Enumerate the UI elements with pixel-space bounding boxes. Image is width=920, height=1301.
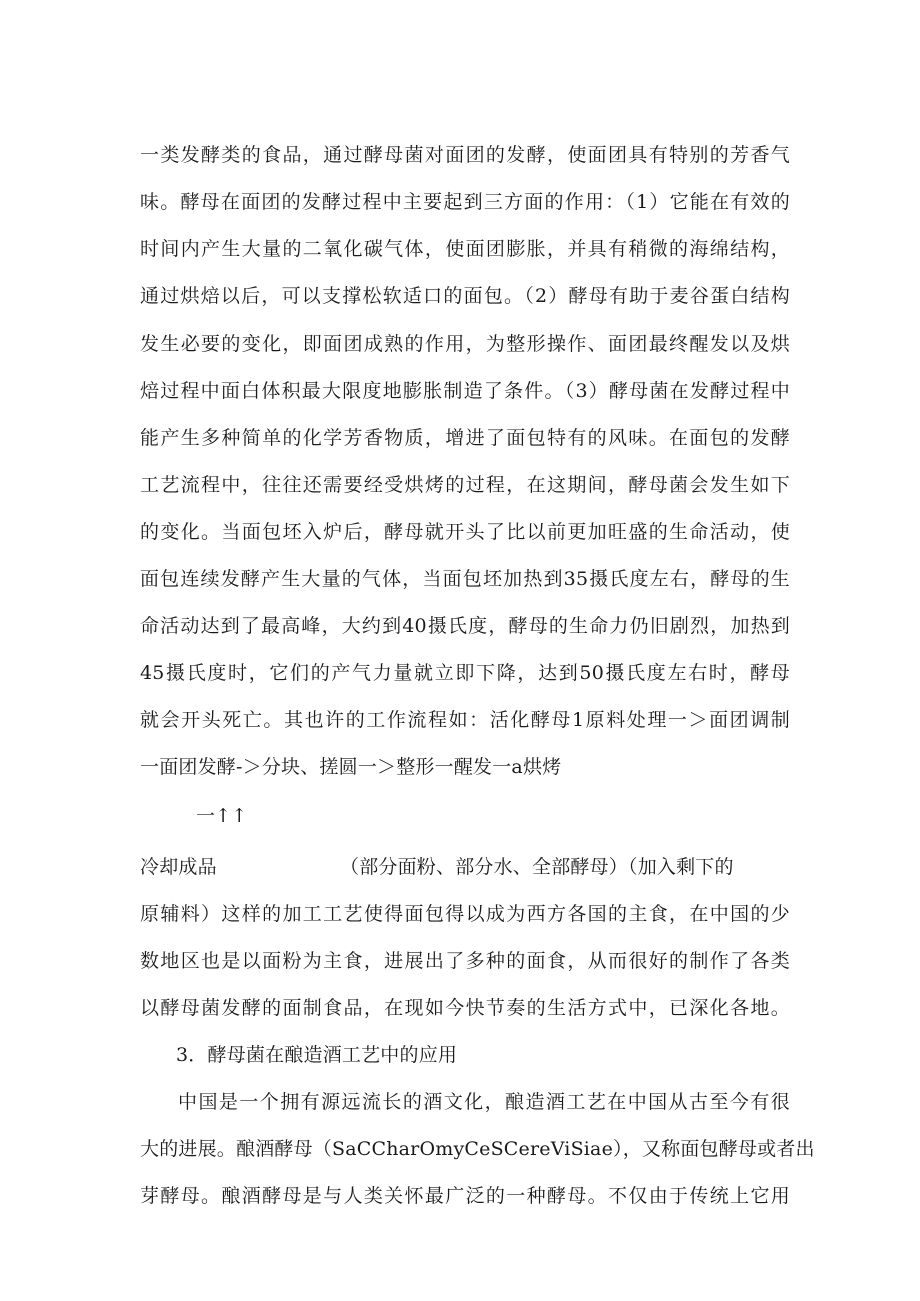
para3-line-3: 芽酵母。酿酒酵母是与人类关怀最广泛的一种酵母。不仅由于传统上它用: [140, 1185, 790, 1207]
text-line-2: 味。酵母在面团的发酵过程中主要起到三方面的作用：（1）它能在有效的: [140, 191, 790, 213]
text-line-14: 一面团发酵-＞分块、搓圆一＞整形一醒发一a烘烤: [140, 756, 562, 778]
text-line-9: 的变化。当面包坯入炉后，酵母就开头了比以前更加旺盛的生命活动，使: [140, 521, 790, 543]
text-line-7: 能产生多种简单的化学芳香物质，增进了面包特有的风味。在面包的发酵: [140, 427, 790, 449]
para3-line-1: 中国是一个拥有源远流长的酒文化，酿造酒工艺在中国从古至今有很: [178, 1091, 790, 1113]
text-line-5: 发生必要的变化，即面团成熟的作用，为整形操作、面团最终醒发以及烘: [140, 333, 790, 355]
flow-arrows: 一↑↑: [196, 805, 248, 827]
text-line-8: 工艺流程中，往往还需要经受烘烤的过程，在这期间，酵母菌会发生如下: [140, 474, 790, 496]
text-line-11: 命活动达到了最高峰，大约到40摄氏度，酵母的生命力仍旧剧烈，加热到: [140, 615, 790, 637]
para2-line-1: 原辅料）这样的加工工艺使得面包得以成为西方各国的主食，在中国的少: [140, 903, 790, 925]
text-line-10: 面包连续发酵产生大量的气体，当面包坯加热到35摄氏度左右，酵母的生: [140, 568, 790, 590]
cooling-label: 冷却成品: [140, 856, 217, 878]
text-line-12: 45摄氏度时，它们的产气力量就立即下降，达到50摄氏度左右时，酵母: [140, 662, 790, 684]
text-line-1: 一类发酵类的食品，通过酵母菌对面团的发酵，使面团具有特别的芳香气: [140, 144, 790, 166]
text-line-13: 就会开头死亡。其也许的工作流程如：活化酵母1原料处理一＞面团调制: [140, 709, 790, 731]
section-heading: 3．酵母菌在酿造酒工艺中的应用: [176, 1044, 458, 1066]
cooling-note: （部分面粉、部分水、全部酵母）（加入剩下的: [340, 856, 734, 878]
para2-line-3: 以酵母菌发酵的面制食品，在现如今快节奏的生活方式中，已深化各地。: [140, 997, 790, 1019]
para2-line-2: 数地区也是以面粉为主食，进展出了多种的面食，从而很好的制作了各类: [140, 950, 790, 972]
para3-line-2: 大的进展。酿酒酵母（SaCCharOmyCeSCereViSiae），又称面包酵母或者出: [140, 1138, 815, 1160]
text-line-3: 时间内产生大量的二氧化碳气体，使面团膨胀，并具有稍微的海绵结构，: [140, 238, 790, 260]
text-line-6: 焙过程中面白体积最大限度地膨胀制造了条件。（3）酵母菌在发酵过程中: [140, 380, 790, 402]
text-line-4: 通过烘焙以后，可以支撑松软适口的面包。（2）酵母有助于麦谷蛋白结构: [140, 285, 790, 307]
